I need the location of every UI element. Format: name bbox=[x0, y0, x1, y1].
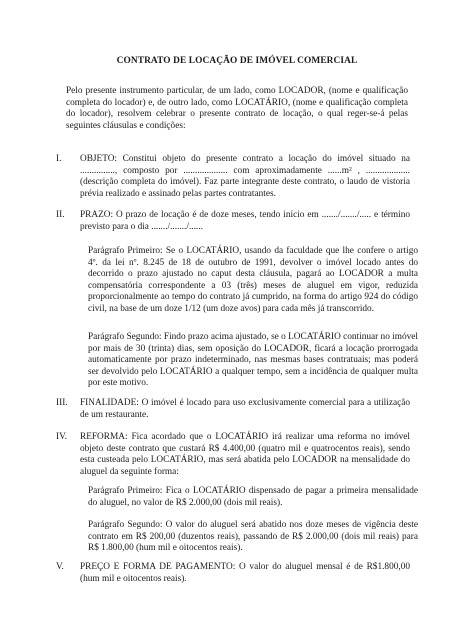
page-title: CONTRATO DE LOCAÇÃO DE IMÓVEL COMERCIAL bbox=[116, 56, 358, 66]
clause-number: III. bbox=[56, 398, 68, 408]
clause-number: IV. bbox=[56, 432, 67, 442]
clause-text: FINALIDADE: O imóvel é locado para uso exclusivamente comercial para a utilização de um restaurante. bbox=[80, 398, 410, 420]
clause-prazo bbox=[56, 210, 410, 233]
clause-number: I. bbox=[56, 154, 62, 164]
clause-text: PRAZO: O prazo de locação é de doze meses, tendo início em ......./......./..... e término previsto para o dia ......./......./...... bbox=[80, 210, 410, 232]
paragraph-primeiro: Parágrafo Primeiro: Se o LOCATÁRIO, usando da faculdade que lhe confere o artigo 4º. da lei nº. 8.245 de 18 de outubro de 1991, devolver o imóvel locado antes do decorrido o prazo ajustado no caput desta cláusula, pagará ao LOCADOR a multa compensatória correspondente a 03 (três) meses de aluguel em vigor, reduzida proporcionalmente ao tempo do contrato já cumprido, na forma do artigo 924 do código civil, na base de um doze 1/12 (um doze avos) para cada mês já transcorrido. bbox=[88, 246, 418, 314]
clause-number: V. bbox=[56, 562, 64, 572]
clause-finalidade bbox=[56, 398, 410, 421]
clause-text: OBJETO: Constitui objeto do presente contrato a locação do imóvel situado na ..............., composto por ................... com aproximadamente ......m² , ...................(descrição completa do imóvel). Faz parte integrante deste contrato, o laudo de vistoria prévia realizado e assinado pelas partes contratantes. bbox=[80, 154, 410, 199]
paragraph-segundo: Parágrafo Segundo: Findo prazo acima ajustado, se o LOCATÁRIO continuar no imóvel por mais de 30 (trinta) dias, sem oposição do LOCADOR, ficará a locação prorrogada automaticamente por prazo indeterminado, nas mesmas bases contratuais; mas poderá ser devolvido pelo LOCATÁRIO a qualquer tempo, sem a incidência de qualquer multa por este motivo. bbox=[88, 332, 418, 389]
clause-preco bbox=[56, 562, 410, 585]
paragraph-primeiro: Parágrafo Primeiro: Fica o LOCATÁRIO dispensado de pagar a primeira mensalidade do aluguel, no valor de R$ 2.000,00 (dois mil reais). bbox=[88, 486, 418, 508]
intro-paragraph: Pelo presente instrumento particular, de um lado, como LOCADOR, (nome e qualificação completa do locador) e, de outro lado, como LOCATÁRIO, (nome e qualificação completa do locador), resolvem celebrar o presente contrato de locação, o qual reger-se-á pelas seguintes cláusulas e condições: bbox=[66, 86, 408, 131]
clause-text: PREÇO E FORMA DE PAGAMENTO: O valor do aluguel mensal é de R$1.800,00 (hum mil e oitocentos reais). bbox=[80, 562, 410, 584]
paragraph-segundo: Parágrafo Segundo: O valor do aluguel será abatido nos doze meses de vigência deste contrato em R$ 200,00 (duzentos reais), passando de R$ 2.000,00 (dois mil reais) para R$ 1.800,00 (hum mil e oitocentos reais). bbox=[88, 520, 418, 554]
clause-text: REFORMA: Fica acordado que o LOCATÁRIO irá realizar uma reforma no imóvel objeto deste contrato que custará R$ 4.400,00 (quatro mil e quatrocentos reais), sendo esta custeada pelo LOCATÁRIO, mas será abatida pelo LOCADOR na mensalidade do aluguel da seguinte forma: bbox=[80, 432, 410, 477]
clause-objeto bbox=[56, 154, 410, 200]
clause-number: II. bbox=[56, 210, 65, 220]
clause-reforma bbox=[56, 432, 410, 478]
